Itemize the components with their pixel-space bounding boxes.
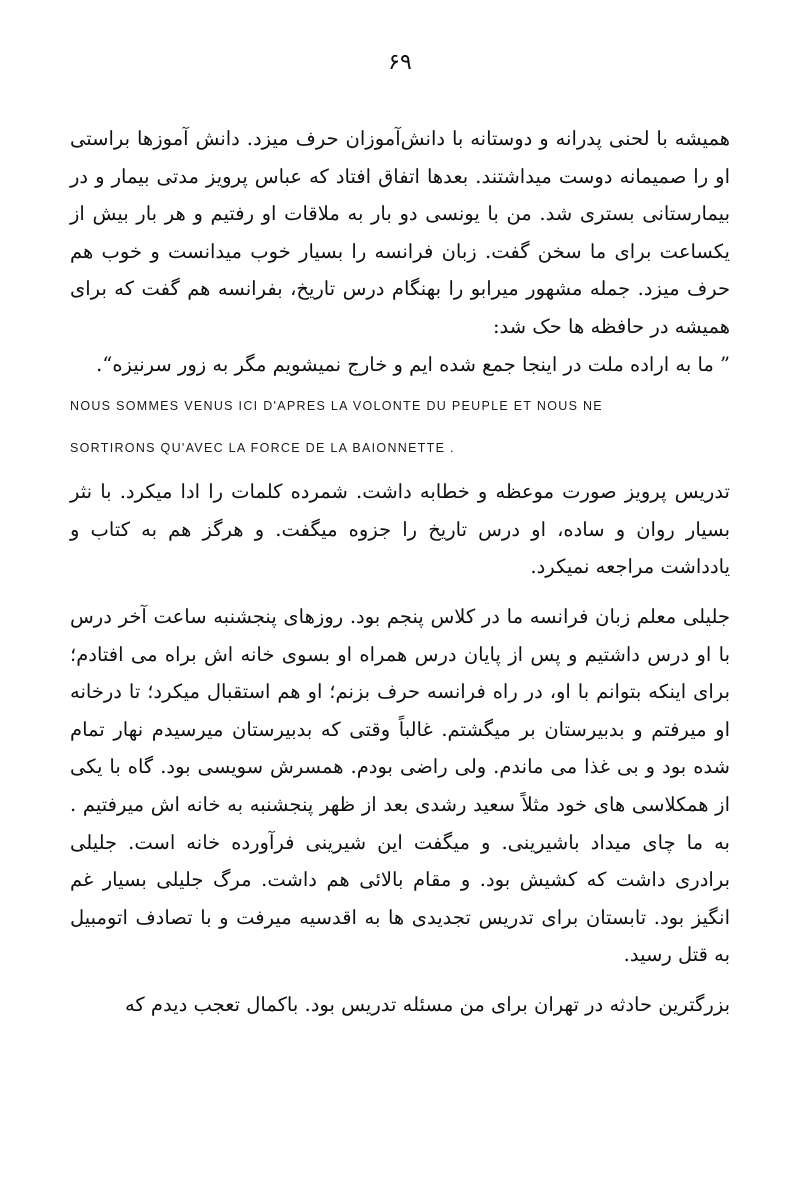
paragraph-1: همیشه با لحنی پدرانه و دوستانه با دانش‌آموزان حرف میزد. دانش آموزها براستی او را صمیمانه دوست میداشتند. بعدها اتفاق افتاد که عباس پرویز مدتی بیمار و در بیمارستانی بستری شد. من با یونسی دو بار به ملاقات او رفتیم و هر بار بیش از یکساعت برای ما سخن گفت. زبان فرانسه را بسیار خوب میدانست و خوب هم حرف میزد. جمله مشهور میرابو را بهنگام درس تاریخ، بفرانسه هم گفت که برای همیشه در حافظه ها حک شد: [70, 127, 730, 338]
paragraph-2: تدریس پرویز صورت موعظه و خطابه داشت. شمرده کلمات را ادا میکرد. با نثر بسیار روان و ساده، او درس تاریخ را جزوه میگفت. و هرگز هم به کتاب و یادداشت مراجعه نمیکرد. [70, 480, 730, 579]
quote-french [70, 385, 730, 469]
body-text [70, 120, 730, 1023]
page-number: ۶۹ [388, 50, 412, 75]
quote-french-line-2: SORTIRONS QU'AVEC LA FORCE DE LA BAIONNETTE . [70, 441, 455, 456]
paragraph-3: جلیلی معلم زبان فرانسه ما در کلاس پنجم بود. روزهای پنجشنبه ساعت آخر درس با او درس داشتیم و پس از پایان درس همراه او بسوی خانه اش براه می افتادم؛ برای اینکه بتوانم با او، در راه فرانسه حرف بزنم؛ او هم استقبال میکرد؛ تا درخانه او میرفتم و بدبیرستان بر میگشتم. غالباً وقتی که بدبیرستان میرسیدم نهار تمام شده بود و بی غذا می ماندم. ولی راضی بودم. همسرش سویسی بود. گاه با یکی از همکلاسی های خود مثلاً سعید رشدی بعد از ظهر پنجشنبه به خانه اش میرفتیم . به ما چای میداد باشیرینی. و میگفت این شیرینی فرآورده خانه است. جلیلی برادری داشت که کشیش بود. و مقام بالائی هم داشت. مرگ جلیلی بسیار غم انگیز بود. تابستان برای تدریس تجدیدی ها به اقدسیه میرفت و با تصادف اتومبیل به قتل رسید. [70, 604, 730, 967]
quote-french-line-1: NOUS SOMMES VENUS ICI D'APRES LA VOLONTE DU PEUPLE ET NOUS NE [70, 399, 603, 414]
quote-persian: ” ما به اراده ملت در اینجا جمع شده ایم و خارج نمیشویم مگر به زور سرنیزه“. [96, 352, 730, 376]
paragraph-4: بزرگترین حادثه در تهران برای من مسئله تدریس بود. باکمال تعجب دیدم که [124, 992, 730, 1016]
